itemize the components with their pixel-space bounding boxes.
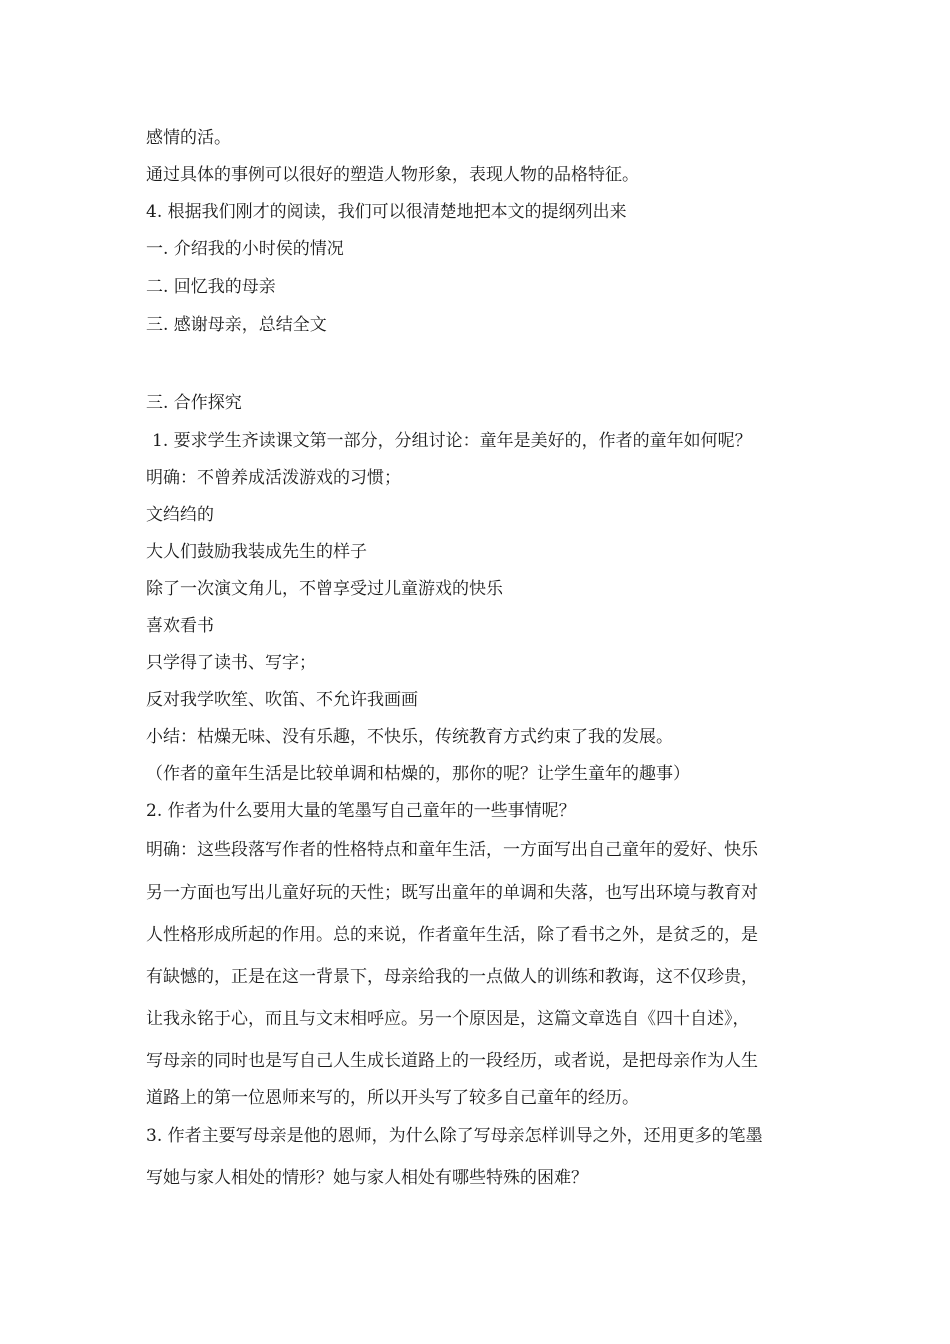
text-line: 喜欢看书 bbox=[146, 616, 214, 636]
text-line: 文绉绉的 bbox=[146, 505, 214, 525]
answer-paragraph-line: 另一方面也写出儿童好玩的天性；既写出童年的单调和失落，也写出环境与教育对 bbox=[146, 883, 758, 903]
text-line: 除了一次演文角儿，不曾享受过儿童游戏的快乐 bbox=[146, 579, 503, 599]
text-line: （作者的童年生活是比较单调和枯燥的，那你的呢？让学生童年的趣事） bbox=[146, 764, 690, 784]
text-line: 4. 根据我们刚才的阅读，我们可以很清楚地把本文的提纲列出来 bbox=[146, 202, 627, 222]
question-3: 3. 作者主要写母亲是他的恩师，为什么除了写母亲怎样训导之外，还用更多的笔墨 bbox=[146, 1126, 763, 1146]
outline-item: 三. 感谢母亲，总结全文 bbox=[146, 315, 327, 335]
summary-line: 小结：枯燥无味、没有乐趣，不快乐，传统教育方式约束了我的发展。 bbox=[146, 727, 673, 747]
text-line: 明确：不曾养成活泼游戏的习惯； bbox=[146, 468, 401, 488]
answer-paragraph-line: 道路上的第一位恩师来写的，所以开头写了较多自己童年的经历。 bbox=[146, 1088, 639, 1108]
text-line: 反对我学吹笙、吹笛、不允许我画画 bbox=[146, 690, 418, 710]
answer-paragraph-line: 明确：这些段落写作者的性格特点和童年生活，一方面写出自己童年的爱好、快乐 bbox=[146, 840, 758, 860]
section-heading: 三. 合作探究 bbox=[146, 393, 242, 413]
question-1: 1. 要求学生齐读课文第一部分，分组讨论：童年是美好的，作者的童年如何呢？ bbox=[152, 431, 752, 451]
text-line: 感情的活。 bbox=[146, 128, 231, 148]
answer-paragraph-line: 有缺憾的，正是在这一背景下，母亲给我的一点做人的训练和教诲，这不仅珍贵， bbox=[146, 967, 758, 987]
text-line: 通过具体的事例可以很好的塑造人物形象，表现人物的品格特征。 bbox=[146, 165, 639, 185]
question-3-continued: 写她与家人相处的情形？她与家人相处有哪些特殊的困难？ bbox=[146, 1168, 588, 1188]
text-line: 大人们鼓励我装成先生的样子 bbox=[146, 542, 367, 562]
answer-paragraph-line: 写母亲的同时也是写自己人生成长道路上的一段经历，或者说，是把母亲作为人生 bbox=[146, 1051, 758, 1071]
outline-item: 一. 介绍我的小时侯的情况 bbox=[146, 239, 344, 259]
question-2: 2. 作者为什么要用大量的笔墨写自己童年的一些事情呢？ bbox=[146, 801, 576, 821]
answer-paragraph-line: 人性格形成所起的作用。总的来说，作者童年生活，除了看书之外，是贫乏的，是 bbox=[146, 925, 758, 945]
outline-item: 二. 回忆我的母亲 bbox=[146, 277, 276, 297]
answer-paragraph-line: 让我永铭于心，而且与文末相呼应。另一个原因是，这篇文章选自《四十自述》， bbox=[146, 1009, 750, 1029]
text-line: 只学得了读书、写字； bbox=[146, 653, 316, 673]
